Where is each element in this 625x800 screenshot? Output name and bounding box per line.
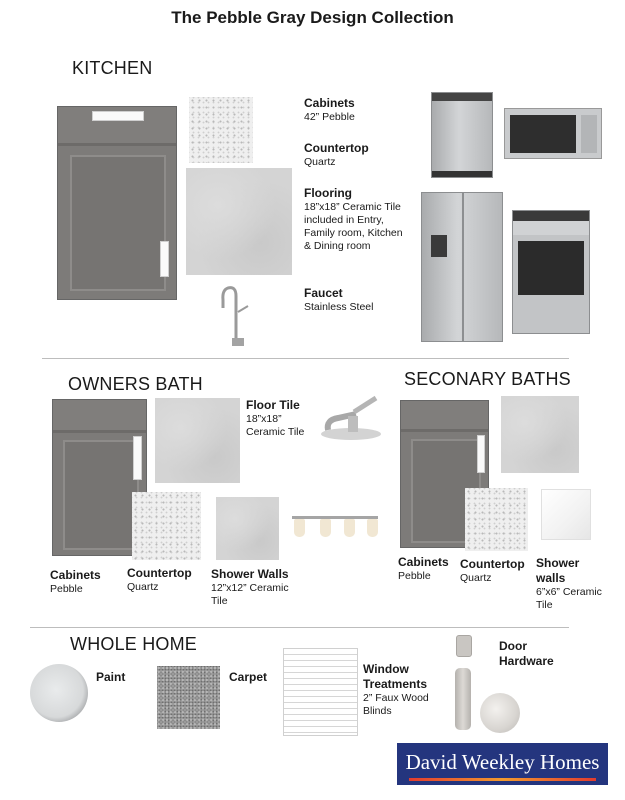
dishwasher-image bbox=[431, 92, 493, 178]
brand-logo-text: David Weekley Homes bbox=[405, 750, 600, 774]
secondary-shower-walls-value: 6”x6” Ceramic Tile bbox=[536, 586, 602, 611]
owners-cabinets-value: Pebble bbox=[50, 583, 83, 595]
microwave-image bbox=[504, 108, 602, 159]
refrigerator-image bbox=[421, 192, 503, 342]
kitchen-countertop-label: Countertop bbox=[304, 141, 369, 155]
paint-swatch bbox=[30, 664, 88, 722]
kitchen-cabinet-image bbox=[57, 106, 177, 300]
kitchen-heading: KITCHEN bbox=[72, 58, 153, 78]
secondary-cabinets-label: Cabinets bbox=[398, 555, 449, 569]
kitchen-flooring-swatch bbox=[186, 168, 292, 275]
secondary-cabinets-value: Pebble bbox=[398, 570, 431, 582]
kitchen-faucet-label: Faucet bbox=[304, 286, 343, 300]
window-treatments-label: Window Treatments bbox=[363, 662, 428, 691]
secondary-countertop-label: Countertop bbox=[460, 557, 525, 571]
secondary-bath-tile-swatch bbox=[501, 396, 579, 473]
kitchen-countertop-swatch bbox=[189, 97, 253, 163]
carpet-swatch bbox=[157, 666, 220, 729]
secondary-shower-walls-label: Shower walls bbox=[536, 556, 580, 585]
window-treatments-value: 2” Faux Wood Blinds bbox=[363, 692, 429, 717]
owners-shower-walls-value: 12”x12” Ceramic Tile bbox=[211, 582, 289, 607]
bath-faucet-icon bbox=[318, 392, 384, 442]
whole-home-heading: WHOLE HOME bbox=[70, 634, 198, 654]
secondary-baths-heading: SECONARY BATHS bbox=[404, 369, 571, 389]
kitchen-faucet-value: Stainless Steel bbox=[304, 301, 374, 313]
cabinet-door-handle bbox=[477, 435, 485, 473]
range-oven-image bbox=[512, 210, 590, 334]
kitchen-countertop-value: Quartz bbox=[304, 156, 336, 168]
secondary-bath-shower-walls-swatch bbox=[541, 489, 591, 540]
vanity-light-image bbox=[292, 512, 382, 542]
brand-logo bbox=[397, 743, 608, 785]
page-title: The Pebble Gray Design Collection bbox=[171, 8, 454, 27]
secondary-countertop-value: Quartz bbox=[460, 572, 492, 584]
door-hardware-label: Door Hardware bbox=[499, 639, 554, 668]
owners-countertop-value: Quartz bbox=[127, 581, 159, 593]
door-knob-image bbox=[480, 693, 520, 733]
kitchen-cabinets-value: 42” Pebble bbox=[304, 111, 355, 123]
deadbolt-image bbox=[456, 635, 472, 657]
window-blinds-image bbox=[283, 648, 358, 736]
owners-bath-countertop-swatch bbox=[132, 492, 201, 560]
carpet-label: Carpet bbox=[229, 670, 268, 684]
owners-floor-tile-label: Floor Tile bbox=[246, 398, 300, 412]
owners-floor-tile-value: 18”x18” Ceramic Tile bbox=[246, 413, 305, 438]
faucet-icon bbox=[218, 282, 258, 348]
secondary-bath-countertop-swatch bbox=[465, 488, 528, 551]
kitchen-flooring-value: 18”x18” Ceramic Tile included in Entry, Family room, Kitchen & Dining room bbox=[304, 201, 403, 252]
owners-cabinets-label: Cabinets bbox=[50, 568, 101, 582]
bath-divider bbox=[30, 627, 569, 628]
cabinet-door-handle bbox=[160, 241, 169, 277]
paint-label: Paint bbox=[96, 670, 126, 684]
kitchen-cabinets-label: Cabinets bbox=[304, 96, 355, 110]
owners-shower-walls-label: Shower Walls bbox=[211, 567, 289, 581]
cabinet-drawer-handle bbox=[92, 111, 144, 121]
kitchen-divider bbox=[42, 358, 569, 359]
kitchen-flooring-label: Flooring bbox=[304, 186, 352, 200]
handleset-image bbox=[455, 668, 471, 730]
owners-bath-floor-tile-swatch bbox=[155, 398, 240, 483]
owners-bath-shower-walls-swatch bbox=[216, 497, 279, 560]
cabinet-door-handle bbox=[133, 436, 142, 480]
owners-bath-heading: OWNERS BATH bbox=[68, 374, 203, 394]
owners-countertop-label: Countertop bbox=[127, 566, 192, 580]
